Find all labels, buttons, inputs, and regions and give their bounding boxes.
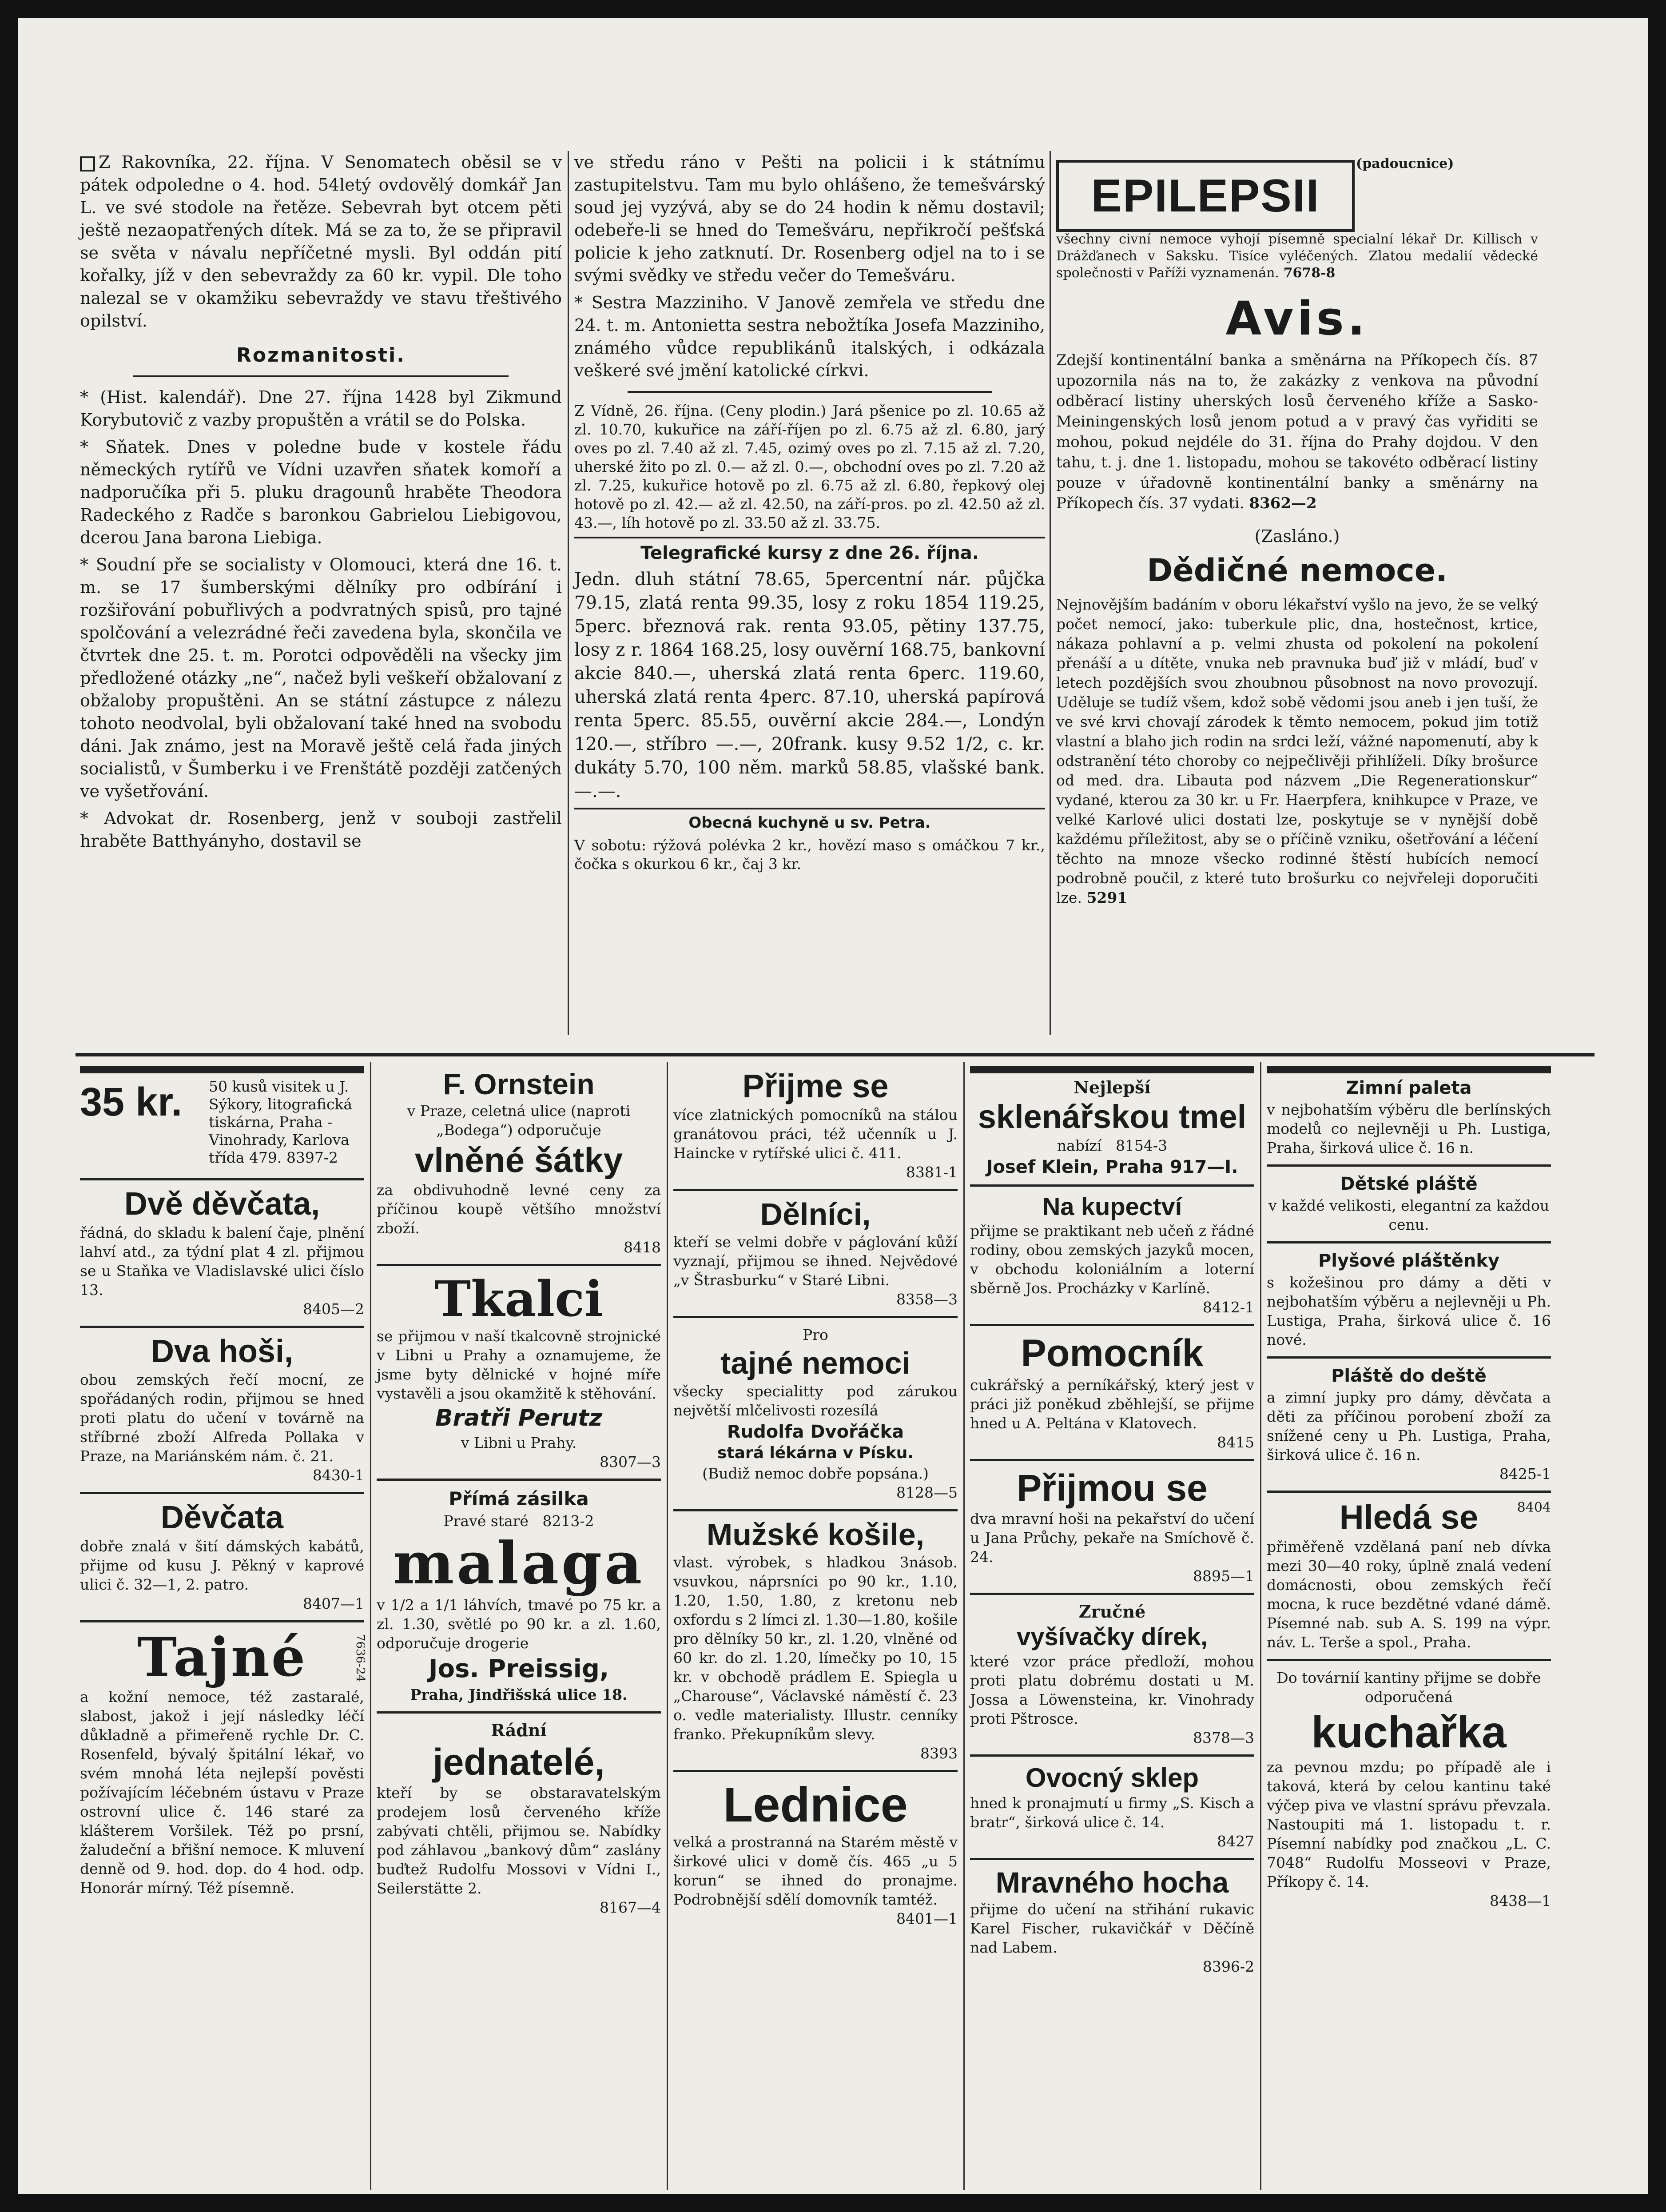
prijmou-text: dva mravní hoši na pekařství do učení u Jana Průchy, pekaře na Smíchově č. 24. [970, 1510, 1254, 1566]
hocha-text: přijme do učení na střihání rukavic Karel Fischer, rukavičkář v Děčíně nad Labem. [970, 1901, 1254, 1957]
direk-title: vyšívačky dírek, [1017, 1622, 1208, 1650]
ad-separator [673, 1316, 958, 1318]
news-column-1 [80, 151, 562, 1048]
kucharka-title: kuchařka [1311, 1707, 1507, 1757]
ads-column-d [970, 1066, 1254, 2195]
kupectvi-text: přijme se praktikant neb učeň z řádné rodiny, obou zemských jazyků mocen, v obchodu koloniálním a loterní sběrně Jos. Procházky v Karlíně. [970, 1222, 1254, 1297]
epilepsie-logo: EPILEPSII [1056, 160, 1355, 232]
prijmou-title: Přijmou se [1017, 1467, 1208, 1509]
ad-tajne [80, 1626, 367, 1689]
ad-separator [1267, 1491, 1551, 1493]
square-bullet-icon [80, 156, 95, 171]
news-mazzini: * Sestra Mazziniho. V Janově zemřela ve středu dne 24. t. m. Antonietta sestra nebožtíka Josefa Mazziniho, známého vůdce republikánů italských, i odkázala veškeré své jmění katolické církvi. [574, 293, 1045, 380]
avis-text: Zdejší kontinentální banka a směnárna na Příkopech čís. 87 upozornila nás na to, že zakázky z venkova na původní odběrací listiny uherských losů červeného kříže a Sasko-Meiningenských losů jenom potud a v pravý čas vyřiditi se mohou, pokud nejdéle do 31. října do Prahy dojdou. V den tahu, t. j. dne 1. listopadu, mohou se takovéto odběrací listiny pouze v úřadovně kontinentální banky a směnárny na Příkopech čís. 37 vydati. 8362—2 [1056, 351, 1538, 512]
zaslano-title: Dědičné nemoce. [1147, 552, 1447, 589]
section-rule [628, 391, 992, 393]
news-kalendar: * (Hist. kalendář). Dne 27. října 1428 byl Zikmund Korybutovič z vazby propuštěn a vrátil se do Polska. [80, 387, 562, 430]
tkalci-firm: Bratři Perutz [435, 1404, 603, 1431]
tajnemoci-firm2: stará lékárna v Písku. [717, 1443, 914, 1462]
ads-divider [1260, 1062, 1261, 2190]
lednice-title: Lednice [723, 1778, 908, 1833]
kosile-text: vlast. výrobek, s hladkou 3násob. vsuvkou, náprsníci po 90 kr., 1.10, 1.20, 1.50, 1.80, z kretonu neb oxfordu s 2 límci zl. 1.30—1.80, košile pro dělníky 50 kr., zl. 1.20, vlněné od 60 kr. do zl. 1.20, límečky po 10, 15 kr. v obchodě prádlem E. Spiegla u „Charouse“, Václavské náměstí č. 23 o. vedle materialisty. Illustr. cenníky franko. Překupníkům slevy. [673, 1554, 958, 1743]
devcata-title: Dvě děvčata, [124, 1186, 320, 1222]
ad-separator [970, 1858, 1254, 1860]
ad-separator [1267, 1164, 1551, 1167]
hleda-code: 8404 [1517, 1500, 1551, 1515]
ad-hleda [1267, 1500, 1551, 1535]
devcata-code: 8405—2 [303, 1300, 364, 1318]
direk-pre: Zručné [1078, 1601, 1146, 1622]
newspaper-page [18, 18, 1648, 2194]
sklep-text: hned k pronajmutí u firmy „S. Kisch a bratr“, širková ulice č. 14. [970, 1794, 1254, 1831]
news-snatek: * Sňatek. Dnes v poledne bude v kostele řádu německých rytířů ve Vídni uzavřen sňatek komoří a nadporučíka při 5. pluku dragounů hraběte Theodora Radeckého z Radče s baronkou Gabrielou Liebigovou, dcerou Jana barona Liebiga. [80, 437, 562, 547]
tkalci-text: se přijmou v naší tkalcovně strojnické v Libni u Prahy a oznamujeme, že jsme byty dělnické v hojné míře vystavěli a jsou okamžitě k stěhování. [377, 1327, 661, 1402]
jednatele-text: kteří by se obstaravatelským prodejem losů červeného kříže zabývati chtěli, přijmou se. Nabídky pod záhlavou „bankový dům“ zaslány buďtež Rudolfu Mossovi v Vídni I., Seilerstätte 2. [377, 1784, 661, 1897]
dest-title: Pláště do deště [1331, 1366, 1487, 1386]
tajnemoci-title: tajné nemoci [720, 1346, 911, 1381]
delnici-code: 8358—3 [896, 1291, 958, 1308]
news-rosenberg-cont: ve středu ráno v Pešti na policii i k státnímu zastupitelstvu. Tam mu bylo ohlášeno, že temešvárský soud jej vyzývá, aby se do 24 hodin k němu dostavil; odebeře-li se hned do Temešváru, nepřikročí pešťská policie k jeho zatknutí. Dr. Rosenberg odjel na to i se svými svědky ve středu večer do Temešváru. [574, 152, 1045, 285]
malaga-addr: Praha, Jindřišská ulice 18. [410, 1686, 628, 1704]
ad-separator [1267, 1659, 1551, 1661]
tkalci-place: v Libni u Prahy. [461, 1434, 577, 1451]
malaga-text-b: v 1/2 a 1/1 láhvích, tmavé po 75 kr. a zl. 1.30, světlé po 90 kr. a zl. 1.60, odporučuje drogerie [377, 1596, 661, 1652]
hosi-title: Dva hoši, [151, 1333, 294, 1369]
ad-separator [377, 1264, 661, 1266]
ad-separator [970, 1459, 1254, 1461]
news-ceny-plodin: Z Vídně, 26. října. (Ceny plodin.) Jará pšenice po zl. 10.65 až zl. 10.70, kukuřice na září-říjen po zl. 6.75 až zl. 6.80, jarý oves po zl. 7.40 až zl. 7.45, ozimý oves po zl. 7.15 až zl. 7.20, uherské žito po zl. 0.— až zl. 0.—, obchodní oves po zl. 7.20 až zl. 7.25, kukuřice hotově po zl. 6.75 až zl. 6.80, řepkový olej hotově po zl. 42.— až zl. 42.50, na září-pros. po zl. 42.50 až zl. 43.—, líh hotově po zl. 33.50 až zl. 33.75. [574, 402, 1045, 531]
ads-divider [667, 1062, 668, 2190]
column-divider [568, 151, 569, 1035]
paleta-text: v nejbohatším výběru dle berlínských modelů co nejlevněji u Ph. Lustiga, Praha, širková ulice č. 16 n. [1267, 1101, 1551, 1156]
lednice-text: velká a prostranná na Starém městě v širkové ulici v domě čís. 465 „u 5 korun“ se ihned do pronajme. Podrobnější sdělí domovník tamtéž. [673, 1833, 958, 1908]
pomocnik-code: 8415 [1217, 1433, 1254, 1451]
pomocnik-title: Pomocník [1021, 1332, 1204, 1375]
tmel-text: nabízí 8154-3 [1057, 1136, 1168, 1154]
ornstein-big: vlněné šátky [414, 1140, 623, 1180]
epilepsie-ad [1056, 151, 1538, 284]
ad-separator [80, 1620, 364, 1622]
news-soudni-pre: * Soudní pře se socialisty v Olomouci, která dne 16. t. m. se 17 šumberskými dělníky pro odbírání i rozšiřování pobuřlivých a podvratných spisů, pro tajné spolčování a velezrádné řeči zavedena byla, skončila ve čtvrtek dne 25. t. m. Porotci odpověděli na všecky jim předložené otázky „ne“, načež byli veškeří obžalovaní z obžaloby propuštěni. An se státní zástupce z nálezu tohoto neodvolal, byli obžalovaní také hned na svobodu dáni. Jak známo, jest na Moravě ještě celá řada jiných socialistů, v Šumberku i ve Frenštátě později zatčených ve vyšetřování. [80, 555, 562, 801]
ads-divider [963, 1062, 965, 2190]
zaslano-label: (Zasláno.) [1254, 526, 1340, 546]
jednatele-code: 8167—4 [600, 1899, 661, 1917]
kupectvi-code: 8412-1 [1202, 1299, 1254, 1316]
news-column-3 [1056, 151, 1538, 1048]
ad-separator [1267, 1356, 1551, 1359]
ad-separator [673, 1189, 958, 1191]
section-rule [574, 808, 1045, 809]
zaslano-text: Nejnovějším badáním v oboru lékařství vyšlo na jevo, že se velký počet nemocí, jako: tuberkule plic, dna, hostečnost, krtice, nákaza pohlavní a p. velmi zhusta od pokolení na pokolení přenáší a u dítěte, vnuka neb pravnuka buď již v mládí, buď v letech pozdějších svou zhoubnou působnost na novo provozují. Uděluje se tudíž všem, kdož sobě vědomi jsou aneb i jen tuší, že ve své krvi chovají zárodek k těmto nemocem, pokud jim totiž vlastní a blaho jich rodin na srdci leží, vážné napomenutí, aby k odstranění této choroby co nejpečlivěji přihlíželi. Díky brošurce od med. dra. Libauta pod názvem „Die Regenerationskur“ vydané, kterou za 30 kr. u Fr. Haerpfera, knihkupce v Praze, ve velké Karlové ulici dostati lze, poskytuje se v nynější době každému příležitost, aby se o příčině vzniku, ošetřování a léčení těchto na mnoze všecko rodinné štěstí hubících nemocí podrobně poučil, z které tuto brošurku co nejvřeleji doporučiti lze. 5291 [1056, 596, 1538, 906]
tajnemoci-pre: Pro [803, 1326, 828, 1344]
ad-separator [377, 1711, 661, 1714]
ads-column-e [1267, 1066, 1551, 2195]
malaga-title: malaga [393, 1529, 645, 1597]
sklep-title: Ovocný sklep [1025, 1762, 1199, 1793]
kucharka-pre: Do továrnií kantiny přijme se dobře odporučená [1276, 1669, 1541, 1706]
prijme-code: 8381-1 [906, 1163, 958, 1181]
tajnemoci-note: (Budiž nemoc dobře popsána.) [702, 1464, 929, 1482]
kosile-code: 8393 [920, 1745, 958, 1762]
kucharka-code: 8438—1 [1490, 1892, 1551, 1909]
ads-column-c [673, 1066, 958, 2195]
tajnemoci-firm: Rudolfa Dvořáčka [727, 1421, 904, 1442]
ads-divider [370, 1062, 371, 2190]
malaga-text-a: Pravé staré 8213-2 [443, 1512, 594, 1530]
news-rakovnik: Z Rakovníka, 22. října. V Senomatech oběsil se v pátek odpoledne o 4. hod. 54letý ovdovělý domkář Jan L. ve své stodole na řetěze. Sebevrah byt otcem pěti ještě nezaopatřených dítek. Má se za to, že se připravil se světa v návalu nepříčetné mysli. Byl oddán pití kořalky, jíž v den sebevraždy za 60 kr. vypil. Dle toho nalezal se v okamžiku sebevraždy ve stavu třeštivého opilství. [80, 152, 562, 331]
ad-separator [970, 1754, 1254, 1757]
news-kuchyne: V sobotu: rýžová polévka 2 kr., hovězí maso s omáčkou 7 kr., čočka s okurkou 6 kr., čaj 3 kr. [574, 837, 1045, 873]
tmel-firm: Josef Klein, Praha 917—I. [986, 1156, 1238, 1177]
section-heading-rozmanitosti: Rozmanitosti. [236, 344, 406, 367]
paleta-title: Zimní paleta [1346, 1078, 1472, 1098]
kucharka-text: za pevnou mzdu; po případě ale i taková, která by celou kantinu také výčep piva ve vlastní správu převzala. Nastoupiti má 1. listopadu t. r. Písemní nabídky pod značkou „L. C. 7048“ Rudolfu Mosseovi v Praze, Příkopy č. 14. [1267, 1758, 1551, 1890]
lednice-code: 8401—1 [896, 1909, 958, 1927]
devcata2-text: dobře znalá v šití dámských kabátů, přijme od kusu J. Pěkný v kaprové ulici č. 32—1, 2. patro. [80, 1537, 364, 1593]
devcata-text: řádná, do skladu k balení čaje, plnění lahví atd., za týdní plat 4 zl. přijmou se u Staňka ve Vladislavské ulici číslo 13. [80, 1224, 364, 1299]
tmel-title: sklenářskou tmel [978, 1098, 1247, 1135]
ads-column-b [377, 1066, 661, 2195]
ad-separator [1267, 1241, 1551, 1244]
ad-separator [970, 1593, 1254, 1595]
delnici-text: kteří se velmi dobře v páglování kůží vyznají, přijmou se ihned. Nejvědové „v Štrasburku“ v Staré Libni. [673, 1233, 958, 1289]
prijme-title: Přijme se [742, 1068, 889, 1104]
kursy-heading: Telegrafické kursy z dne 26. října. [640, 543, 979, 563]
ad-separator [970, 1324, 1254, 1326]
news-column-2 [574, 151, 1045, 1048]
ad-top-bar [1267, 1066, 1551, 1073]
news-rosenberg-start: * Advokat dr. Rosenberg, jenž v souboji zastřelil hraběte Batthyányho, dostavil se [80, 809, 562, 851]
plaste-text: v každé velikosti, elegantní za každou cenu. [1268, 1197, 1550, 1233]
plysove-title: Plyšové pláštěnky [1318, 1251, 1500, 1271]
tajne-text: a kožní nemoce, též zastaralé, slabost, jakož i její následky léčí důkladně a přimeřeně rychle Dr. C. Rosenfeld, bývalý špitální lékař, vo svém mnohá léta nejlepší pověsti požívajícím léčebném ústavu v Praze ostrovní ulice č. 146 staré za klášterem Voršilek. Též po prsní, žaludeční a břišní nemoce. K mluvení denně od 9. hod. dop. do 4 hod. odp. Honorár mírný. Též písemně. [80, 1688, 364, 1897]
prijmou-code: 8895—1 [1193, 1567, 1254, 1585]
ad-top-bar [970, 1066, 1254, 1073]
tkalci-title: Tkalci [434, 1270, 603, 1328]
tajne-side-code: 7636-24 [354, 1634, 367, 1682]
sklep-code: 8427 [1217, 1832, 1254, 1850]
ad-separator [80, 1178, 364, 1180]
ornstein-title: F. Ornstein [443, 1068, 595, 1100]
malaga-head: Přímá zásilka [449, 1487, 589, 1510]
vizitky-price: 35 kr. [80, 1080, 183, 1124]
dest-code: 8425-1 [1499, 1465, 1551, 1483]
plysove-text: s kožešinou pro dámy a děti v nejbohatším výběru a nejlevněji u Ph. Lustiga, Praha, širková ulice č. 16 nové. [1267, 1274, 1551, 1348]
plaste-title: Dětské pláště [1340, 1174, 1478, 1194]
tajne-title: Tajné [137, 1626, 307, 1689]
direk-code: 8378—3 [1193, 1729, 1254, 1746]
kosile-title: Mužské košile, [706, 1517, 925, 1552]
hocha-code: 8396-2 [1202, 1958, 1254, 1976]
vizitky-text: 50 kusů visitek u J. Sýkory, litografická tiskárna, Praha - Vinohrady, Karlova třída 479. 8397-2 [209, 1078, 353, 1166]
news-kursy: Jedn. dluh státní 78.65, 5percentní nár. půjčka 79.15, zlatá renta 99.35, losy z roku 1854 119.25, 5perc. březnová rak. renta 93.05, pětiny 137.75, losy z r. 1864 168.25, losy ouvěrní 168.75, bankovní akcie 840.—, uherská zlatá renta 6perc. 119.60, uherská zlatá renta 4perc. 87.10, uherská papírová renta 5perc. 85.55, ouvěrní akcie 284.—, Londýn 120.—, stříbro —.—, 20frank. kusy 9.52 1/2, c. kr. dukáty 5.70, 100 něm. marků 58.85, vlašské bank. —.—. [574, 569, 1045, 801]
column-divider [1050, 151, 1051, 1035]
ad-vizitky [80, 1078, 364, 1171]
epilepsie-text [1356, 155, 1538, 172]
ads-column-a [80, 1066, 367, 2195]
ad-top-bar [80, 1066, 364, 1073]
ornstein-code: 8418 [624, 1239, 661, 1256]
kuchyne-heading: Obecná kuchyně u sv. Petra. [688, 814, 931, 832]
tajnemoci-code: 8128—5 [896, 1483, 958, 1501]
prijme-text: více zlatnických pomocníků na stálou granátovou práci, též učenník u J. Haincke v rytířské ulici č. 411. [673, 1106, 958, 1162]
avis-title: Avis. [1225, 291, 1369, 346]
hocha-title: Mravného hocha [995, 1865, 1229, 1899]
delnici-title: Dělníci, [760, 1196, 871, 1232]
ornstein-text-b: za obdivuhodně levné ceny za příčinou koupě většího množství zboží. [377, 1181, 661, 1237]
epilepsie-paren: (padoucnice) [1356, 156, 1454, 171]
dest-text: a zimní jupky pro dámy, děvčata a děti za příčinou porobení zboží za snížené ceny u Ph. Lustiga, Praha, širková ulice č. 16 n. [1267, 1389, 1551, 1463]
jednatele-title: jednatelé, [433, 1741, 605, 1783]
epilepsie-body: všechny civní nemoce vyhojí písemně specialní lékař Dr. Killisch v Drážďanech v Saksku. Tisíce vyléčených. Zlatou medalií vědecké společnosti v Paříži vyznamenán. 7678-8 [1056, 231, 1538, 281]
direk-text: které vzor práce předloží, mohou proti platu dobrému dostati u M. Jossa a Löwensteina, kr. Vinohrady proti Pštrosce. [970, 1652, 1254, 1727]
hosi-code: 8430-1 [312, 1467, 364, 1484]
malaga-firm: Jos. Preissig, [428, 1654, 609, 1684]
ad-separator [673, 1770, 958, 1772]
section-divider-rule [76, 1053, 1594, 1056]
ad-separator [80, 1492, 364, 1494]
devcata2-code: 8407—1 [303, 1594, 364, 1612]
heading-rule [133, 375, 509, 377]
ornstein-text-a: v Praze, celetná ulice (naproti „Bodega“) odporučuje [407, 1102, 631, 1139]
hleda-text: přiměřeně vzdělaná paní neb dívka mezi 30—40 roky, úplně znalá vedení domácnosti, obou zemských řečí mocna, k ruce bezdětné vdané dámě. Písemné nab. sub A. S. 199 na výpr. náv. L. Terše a spol., Praha. [1267, 1538, 1551, 1651]
hosi-text: obou zemských řečí mocní, ze spořádaných rodin, přijmou se hned proti platu do učení v továrně na stříbrné zboží Alfreda Pollaka v Praze, na Mariánském nám. č. 21. [80, 1371, 364, 1465]
ad-separator [80, 1326, 364, 1328]
hleda-title: Hledá se [1339, 1499, 1479, 1536]
jednatele-pre: Rádní [491, 1720, 547, 1741]
ad-separator [377, 1479, 661, 1481]
tkalci-code: 8307—3 [600, 1453, 661, 1471]
kupectvi-title: Na kupectví [1042, 1192, 1182, 1220]
tmel-pre: Nejlepší [1074, 1077, 1151, 1097]
devcata2-title: Děvčata [160, 1500, 284, 1536]
ad-separator [970, 1184, 1254, 1187]
pomocnik-text: cukrářský a perníkářský, který jest v práci již poněkud zběhlejší, se přijme hned u A. Peltána v Klatovech. [970, 1376, 1254, 1432]
tajnemoci-text: všecky specialitty pod zárukou největší mlčelivosti rozesílá [673, 1382, 958, 1419]
ad-separator [673, 1509, 958, 1511]
section-rule [574, 537, 1045, 538]
